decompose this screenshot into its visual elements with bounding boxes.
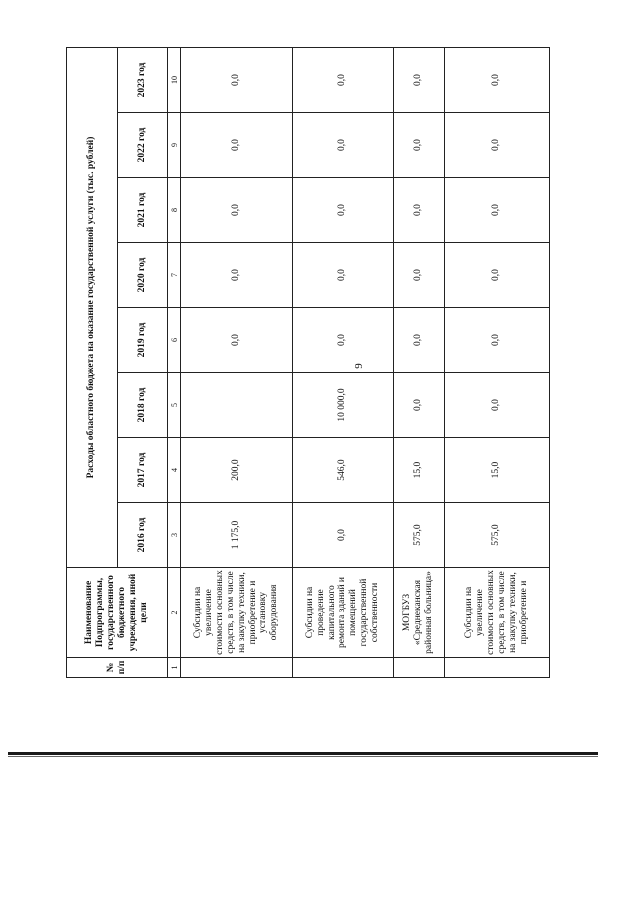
row-value: 575,0 — [444, 503, 549, 568]
header-year: 2017 год — [117, 438, 168, 503]
budget-table — [66, 47, 550, 678]
row-name: Субсидии на увеличение стоимости основных средств, в том числе на закупку техники, приобретение и — [444, 568, 549, 658]
header-year: 2020 год — [117, 243, 168, 308]
column-index: 8 — [168, 178, 181, 243]
header-year: 2023 год — [117, 48, 168, 113]
row-value: 0,0 — [292, 308, 393, 373]
row-value: 0,0 — [394, 48, 445, 113]
header-year: 2021 год — [117, 178, 168, 243]
row-value: 0,0 — [394, 243, 445, 308]
row-value: 0,0 — [394, 373, 445, 438]
row-value: 1 175,0 — [181, 503, 292, 568]
row-value: 0,0 — [292, 503, 393, 568]
table-row — [292, 48, 393, 678]
scan-divider-line-thin — [8, 756, 598, 757]
row-value: 0,0 — [394, 113, 445, 178]
row-value: 10 000,0 — [292, 373, 393, 438]
row-name: Субсидии на проведение капитального ремонта зданий и помещений государственной собственности — [292, 568, 393, 658]
column-index: 4 — [168, 438, 181, 503]
row-value: 0,0 — [444, 113, 549, 178]
row-num — [292, 658, 393, 678]
column-index: 3 — [168, 503, 181, 568]
header-year: 2022 год — [117, 113, 168, 178]
row-value: 0,0 — [444, 243, 549, 308]
header-expenses-group: Расходы областного бюджета на оказание государственной услуги (тыс. рублей) — [67, 48, 118, 568]
row-value: 0,0 — [292, 178, 393, 243]
header-year: 2016 год — [117, 503, 168, 568]
row-value: 546,0 — [292, 438, 393, 503]
row-value: 0,0 — [181, 243, 292, 308]
row-value: 0,0 — [444, 48, 549, 113]
row-num — [394, 658, 445, 678]
row-value: 15,0 — [394, 438, 445, 503]
table-row — [181, 48, 292, 678]
header-year: 2019 год — [117, 308, 168, 373]
row-value: 0,0 — [394, 178, 445, 243]
row-name: Субсидии на увеличение стоимости основных средств, в том числе на закупку техники, приобретение и установку оборудования — [181, 568, 292, 658]
table-row — [394, 48, 445, 678]
header-year: 2018 год — [117, 373, 168, 438]
row-value: 0,0 — [292, 243, 393, 308]
table-container — [66, 48, 550, 678]
column-index: 2 — [168, 568, 181, 658]
scan-divider-line — [8, 752, 598, 755]
row-value — [181, 373, 292, 438]
column-index: 7 — [168, 243, 181, 308]
row-value: 0,0 — [181, 113, 292, 178]
row-value: 15,0 — [444, 438, 549, 503]
column-index: 1 — [168, 658, 181, 678]
column-index: 9 — [168, 113, 181, 178]
row-name: МОГБУЗ «Среднеканская районная больница» — [394, 568, 445, 658]
row-value: 0,0 — [444, 178, 549, 243]
row-value: 200,0 — [181, 438, 292, 503]
row-num — [444, 658, 549, 678]
page-number: 9 — [352, 363, 365, 369]
header-num: № п/п — [67, 658, 168, 678]
header-name: Наименование Подпрограммы, государственного бюджетного учреждения, иной цели — [67, 568, 168, 658]
row-value: 0,0 — [181, 48, 292, 113]
row-value: 0,0 — [394, 308, 445, 373]
row-value: 575,0 — [394, 503, 445, 568]
row-num — [181, 658, 292, 678]
column-index: 6 — [168, 308, 181, 373]
row-value: 0,0 — [292, 113, 393, 178]
row-value: 0,0 — [444, 373, 549, 438]
row-value: 0,0 — [181, 308, 292, 373]
row-value: 0,0 — [292, 48, 393, 113]
table-row — [444, 48, 549, 678]
row-value: 0,0 — [181, 178, 292, 243]
column-index: 5 — [168, 373, 181, 438]
row-value: 0,0 — [444, 308, 549, 373]
column-index: 10 — [168, 48, 181, 113]
column-index-row — [168, 48, 181, 678]
